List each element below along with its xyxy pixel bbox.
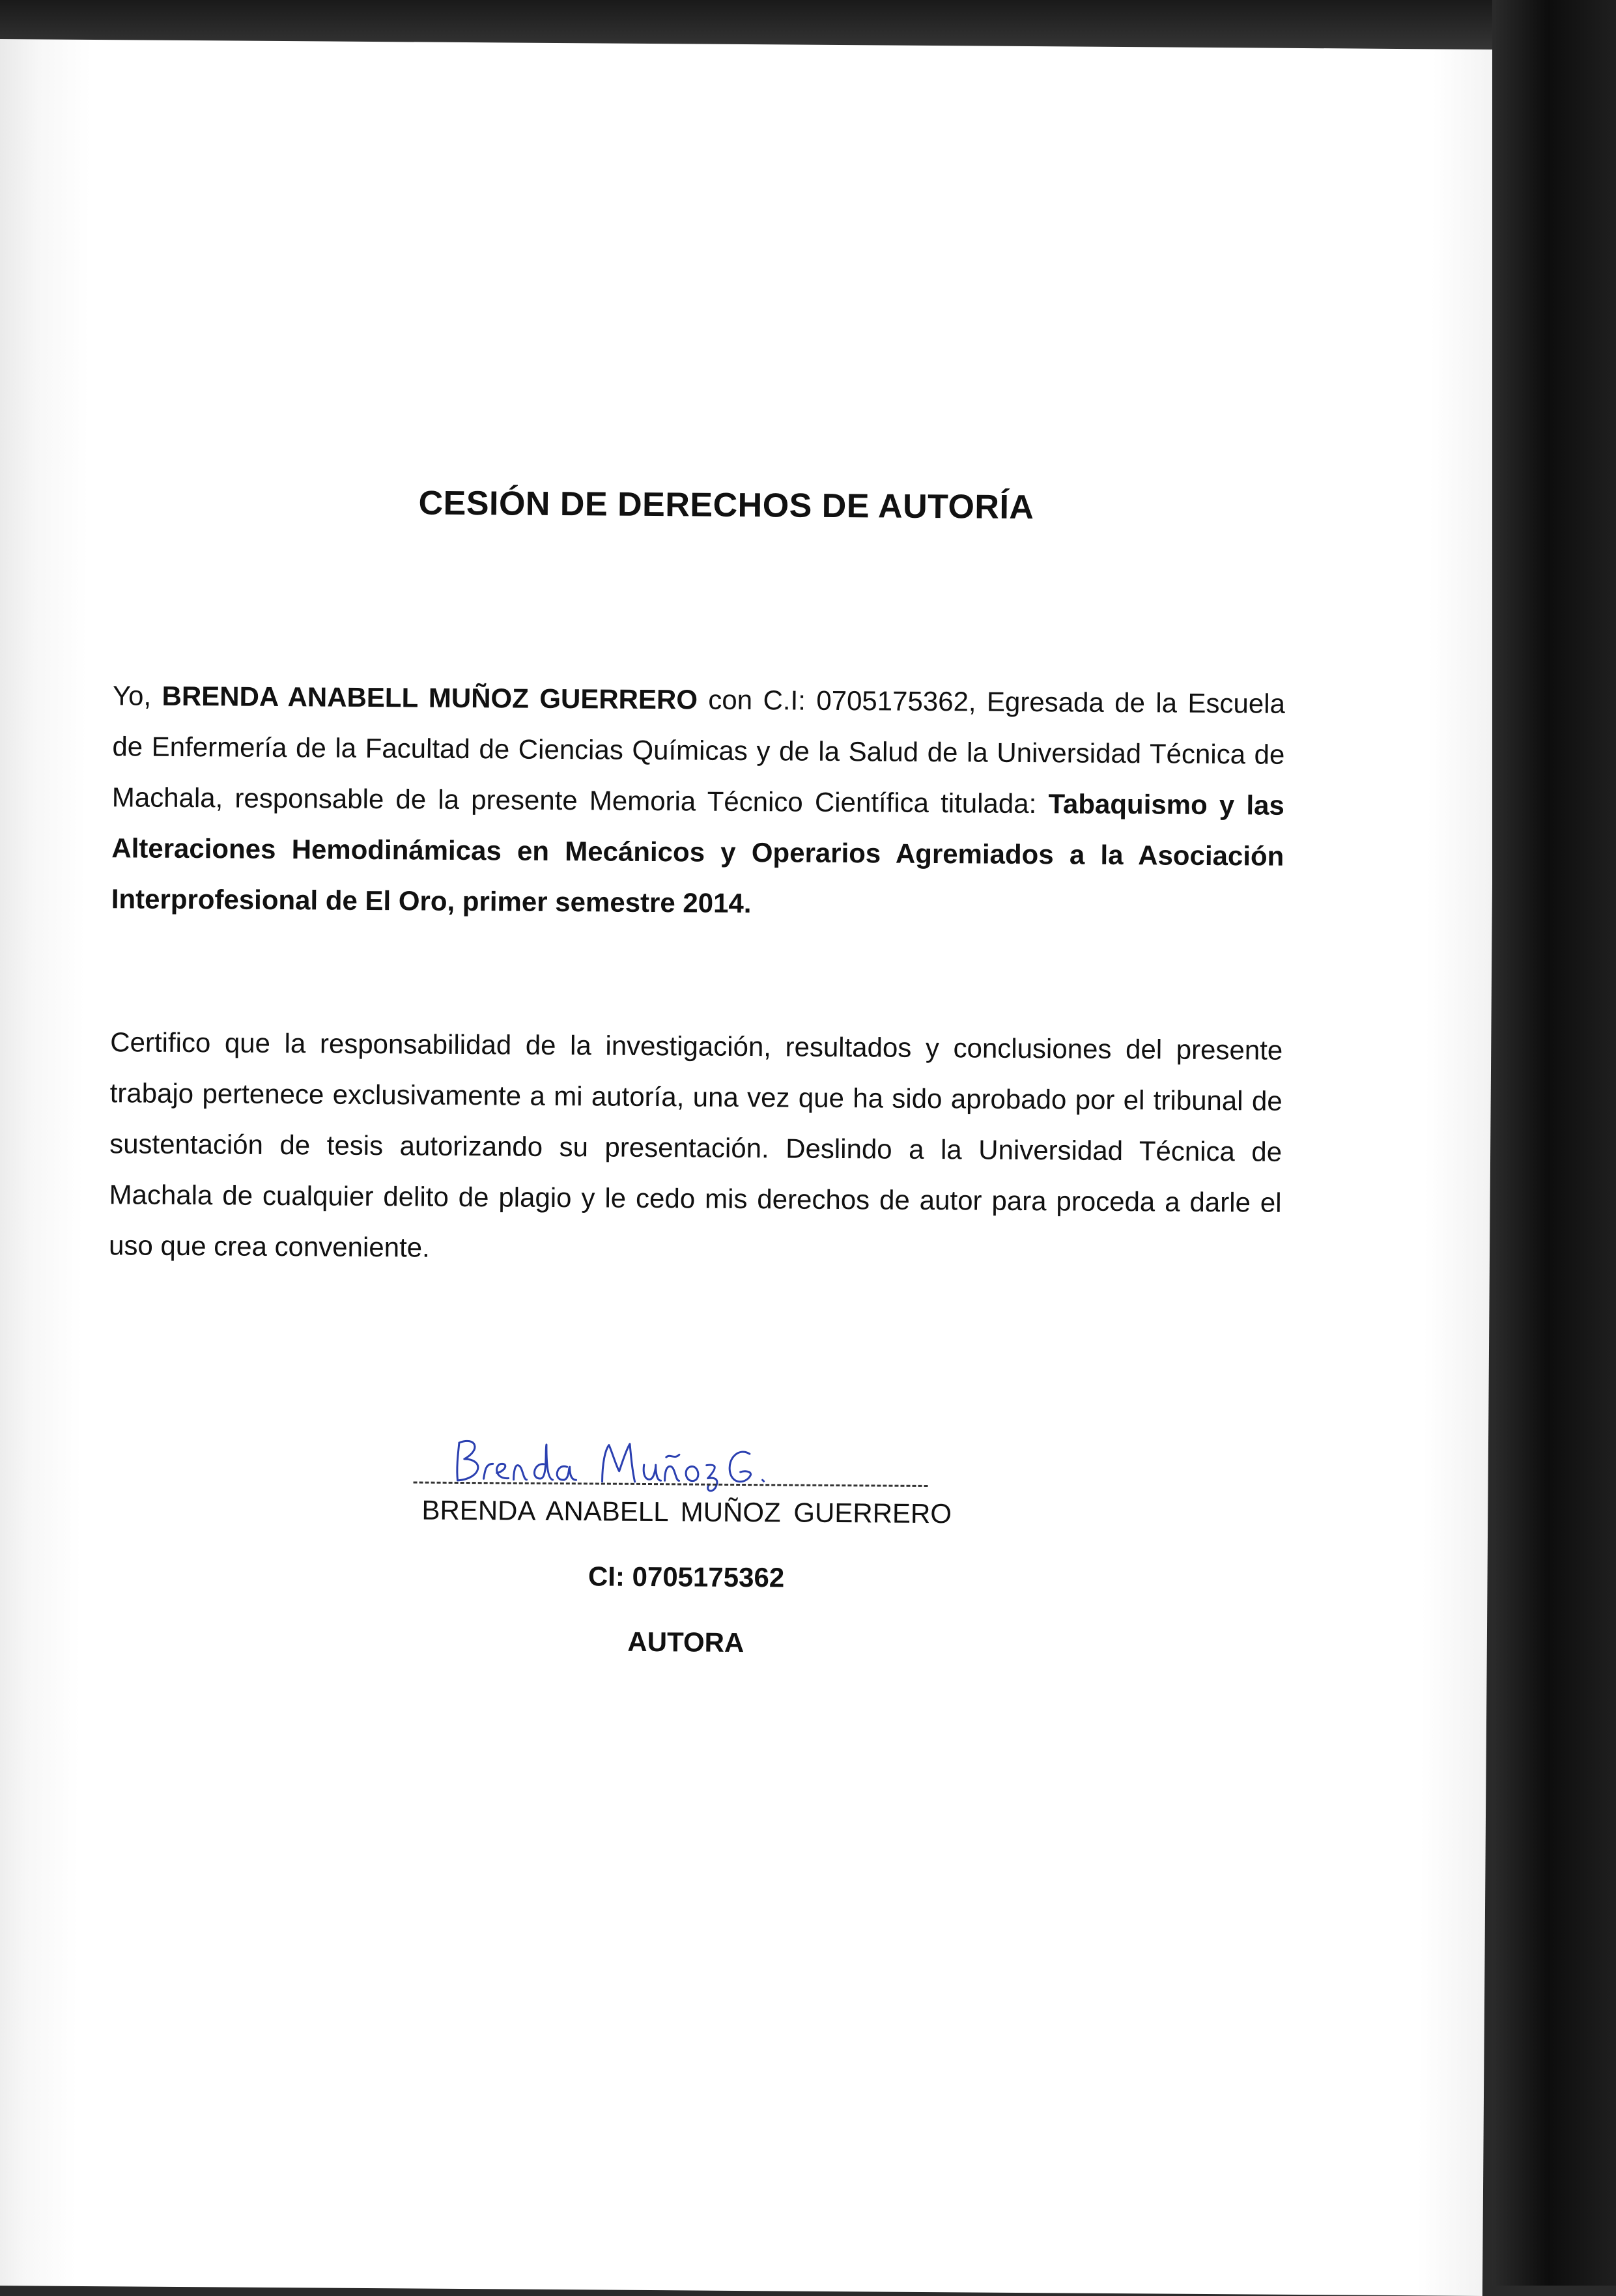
certification-paragraph: Certifico que la responsabilidad de la investigación, resultados y conclusiones del presente trabajo pertenece exclusivamente a mi autoría, una vez que ha sido aprobado por el tribunal de sustentación de tesis autorizando su presentación. Deslindo a la Universidad Técnica de Machala de cualquier delito de plagio y le cedo mis derechos de autor para proceda a darle el uso que crea conveniente. <box>108 1027 1283 1263</box>
handwritten-signature <box>446 1423 811 1497</box>
signature-block <box>394 1423 980 1658</box>
signer-role: AUTORA <box>627 1626 744 1658</box>
declaration-paragraph <box>111 670 1286 933</box>
intro-text: Yo, <box>112 680 162 711</box>
signer-id: CI: 0705175362 <box>588 1561 785 1593</box>
author-name: BRENDA ANABELL MUÑOZ GUERRERO <box>162 680 698 715</box>
document-page <box>0 39 1498 2296</box>
scan-border-right <box>1492 0 1616 2286</box>
thesis-title: Tabaquismo y las Alteraciones Hemodinámicas en Mecánicos y Operarios Agremiados a la Asociación Interprofesional de El Oro, primer semestre 2014. <box>111 788 1285 919</box>
signer-name: BRENDA ANABELL MUÑOZ GUERRERO <box>421 1494 952 1529</box>
declaration-text: con C.I: 0705175362, Egresada de la Escuela de Enfermería de la Facultad de Ciencias Químicas y de la Salud de la Universidad Técnica de Machala, responsable de la presente Memoria Técnico Científica titulada: <box>111 684 1286 819</box>
document-title: CESIÓN DE DERECHOS DE AUTORÍA <box>418 484 1034 527</box>
